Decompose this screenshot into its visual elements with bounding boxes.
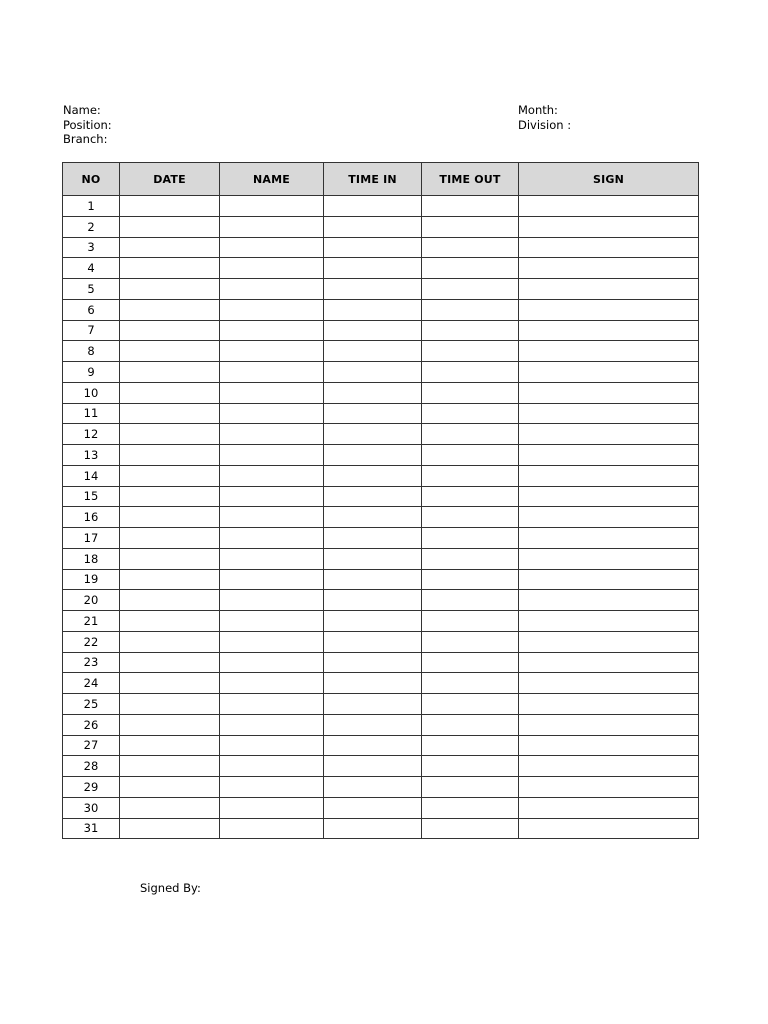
sign-cell[interactable]	[519, 797, 699, 818]
table-row	[63, 341, 699, 362]
sign-cell[interactable]	[519, 694, 699, 715]
table-row	[63, 756, 699, 777]
column-header-name: NAME	[220, 163, 324, 196]
name-cell[interactable]	[220, 299, 324, 320]
table-row	[63, 631, 699, 652]
table-row	[63, 818, 699, 839]
row-number-cell: 23	[63, 652, 120, 673]
sign-cell[interactable]	[519, 673, 699, 694]
time-in-cell[interactable]	[324, 797, 422, 818]
time-in-cell[interactable]	[324, 465, 422, 486]
table-row	[63, 507, 699, 528]
time-in-cell[interactable]	[324, 320, 422, 341]
name-cell[interactable]	[220, 714, 324, 735]
row-number-cell: 12	[63, 424, 120, 445]
date-cell[interactable]	[120, 486, 220, 507]
position-label: Position:	[63, 118, 112, 132]
row-number-cell: 2	[63, 216, 120, 237]
row-number-cell: 22	[63, 631, 120, 652]
name-cell[interactable]	[220, 652, 324, 673]
row-number-cell: 8	[63, 341, 120, 362]
time-out-cell[interactable]	[422, 631, 519, 652]
date-cell[interactable]	[120, 341, 220, 362]
time-out-cell[interactable]	[422, 818, 519, 839]
sign-cell[interactable]	[519, 528, 699, 549]
sign-cell[interactable]	[519, 237, 699, 258]
sign-cell[interactable]	[519, 424, 699, 445]
time-out-cell[interactable]	[422, 797, 519, 818]
sign-cell[interactable]	[519, 714, 699, 735]
time-in-cell[interactable]	[324, 756, 422, 777]
name-cell[interactable]	[220, 320, 324, 341]
name-cell[interactable]	[220, 445, 324, 466]
table-row	[63, 299, 699, 320]
time-out-cell[interactable]	[422, 465, 519, 486]
table-row	[63, 465, 699, 486]
column-header-no: NO	[63, 163, 120, 196]
row-number-cell: 14	[63, 465, 120, 486]
row-number-cell: 17	[63, 528, 120, 549]
sign-cell[interactable]	[519, 403, 699, 424]
date-cell[interactable]	[120, 714, 220, 735]
time-out-cell[interactable]	[422, 735, 519, 756]
time-out-cell[interactable]	[422, 694, 519, 715]
date-cell[interactable]	[120, 735, 220, 756]
time-out-cell[interactable]	[422, 507, 519, 528]
table-row	[63, 279, 699, 300]
date-cell[interactable]	[120, 258, 220, 279]
sign-cell[interactable]	[519, 341, 699, 362]
date-cell[interactable]	[120, 237, 220, 258]
time-out-cell[interactable]	[422, 590, 519, 611]
table-body	[63, 196, 699, 839]
time-in-cell[interactable]	[324, 403, 422, 424]
division-label: Division :	[518, 118, 572, 132]
sign-cell[interactable]	[519, 652, 699, 673]
table-row	[63, 528, 699, 549]
table-row	[63, 403, 699, 424]
time-in-cell[interactable]	[324, 362, 422, 383]
column-header-date: DATE	[120, 163, 220, 196]
row-number-cell: 7	[63, 320, 120, 341]
table-row	[63, 382, 699, 403]
date-cell[interactable]	[120, 694, 220, 715]
time-out-cell[interactable]	[422, 714, 519, 735]
time-in-cell[interactable]	[324, 196, 422, 217]
sign-cell[interactable]	[519, 507, 699, 528]
attendance-table	[62, 162, 699, 839]
row-number-cell: 13	[63, 445, 120, 466]
date-cell[interactable]	[120, 279, 220, 300]
name-cell[interactable]	[220, 507, 324, 528]
time-in-cell[interactable]	[324, 382, 422, 403]
column-header-time-out: TIME OUT	[422, 163, 519, 196]
time-out-cell[interactable]	[422, 362, 519, 383]
time-out-cell[interactable]	[422, 299, 519, 320]
row-number-cell: 15	[63, 486, 120, 507]
name-label: Name:	[63, 103, 101, 117]
table-row	[63, 362, 699, 383]
sign-cell[interactable]	[519, 486, 699, 507]
name-cell[interactable]	[220, 279, 324, 300]
row-number-cell: 21	[63, 611, 120, 632]
sign-cell[interactable]	[519, 590, 699, 611]
name-cell[interactable]	[220, 673, 324, 694]
name-cell[interactable]	[220, 777, 324, 798]
row-number-cell: 31	[63, 818, 120, 839]
date-cell[interactable]	[120, 548, 220, 569]
row-number-cell: 10	[63, 382, 120, 403]
name-cell[interactable]	[220, 548, 324, 569]
date-cell[interactable]	[120, 320, 220, 341]
name-cell[interactable]	[220, 403, 324, 424]
table-row	[63, 611, 699, 632]
sign-cell[interactable]	[519, 196, 699, 217]
table-row	[63, 735, 699, 756]
name-cell[interactable]	[220, 590, 324, 611]
sign-cell[interactable]	[519, 299, 699, 320]
name-cell[interactable]	[220, 694, 324, 715]
date-cell[interactable]	[120, 445, 220, 466]
row-number-cell: 27	[63, 735, 120, 756]
time-in-cell[interactable]	[324, 673, 422, 694]
table-row	[63, 196, 699, 217]
table-row	[63, 777, 699, 798]
table-row	[63, 237, 699, 258]
time-in-cell[interactable]	[324, 424, 422, 445]
table-row	[63, 569, 699, 590]
column-header-sign: SIGN	[519, 163, 699, 196]
table-row	[63, 590, 699, 611]
date-cell[interactable]	[120, 631, 220, 652]
row-number-cell: 4	[63, 258, 120, 279]
time-out-cell[interactable]	[422, 611, 519, 632]
sign-cell[interactable]	[519, 611, 699, 632]
name-cell[interactable]	[220, 216, 324, 237]
row-number-cell: 16	[63, 507, 120, 528]
time-out-cell[interactable]	[422, 382, 519, 403]
time-in-cell[interactable]	[324, 486, 422, 507]
time-in-cell[interactable]	[324, 735, 422, 756]
row-number-cell: 5	[63, 279, 120, 300]
time-out-cell[interactable]	[422, 486, 519, 507]
date-cell[interactable]	[120, 362, 220, 383]
table-row	[63, 673, 699, 694]
table-row	[63, 216, 699, 237]
date-cell[interactable]	[120, 777, 220, 798]
time-in-cell[interactable]	[324, 258, 422, 279]
date-cell[interactable]	[120, 465, 220, 486]
time-in-cell[interactable]	[324, 652, 422, 673]
date-cell[interactable]	[120, 216, 220, 237]
time-out-cell[interactable]	[422, 258, 519, 279]
table-row	[63, 797, 699, 818]
row-number-cell: 28	[63, 756, 120, 777]
row-number-cell: 18	[63, 548, 120, 569]
table-row	[63, 445, 699, 466]
sign-cell[interactable]	[519, 777, 699, 798]
row-number-cell: 20	[63, 590, 120, 611]
name-cell[interactable]	[220, 756, 324, 777]
sign-cell[interactable]	[519, 631, 699, 652]
table-row	[63, 548, 699, 569]
time-out-cell[interactable]	[422, 403, 519, 424]
row-number-cell: 6	[63, 299, 120, 320]
time-out-cell[interactable]	[422, 673, 519, 694]
sign-cell[interactable]	[519, 320, 699, 341]
name-cell[interactable]	[220, 528, 324, 549]
name-cell[interactable]	[220, 797, 324, 818]
date-cell[interactable]	[120, 673, 220, 694]
month-label: Month:	[518, 103, 558, 117]
sign-cell[interactable]	[519, 465, 699, 486]
date-cell[interactable]	[120, 403, 220, 424]
time-out-cell[interactable]	[422, 548, 519, 569]
table-row	[63, 714, 699, 735]
time-out-cell[interactable]	[422, 279, 519, 300]
sign-cell[interactable]	[519, 279, 699, 300]
time-in-cell[interactable]	[324, 528, 422, 549]
row-number-cell: 24	[63, 673, 120, 694]
time-in-cell[interactable]	[324, 590, 422, 611]
date-cell[interactable]	[120, 797, 220, 818]
date-cell[interactable]	[120, 196, 220, 217]
table-header-row	[63, 163, 699, 196]
time-out-cell[interactable]	[422, 756, 519, 777]
table-row	[63, 320, 699, 341]
date-cell[interactable]	[120, 756, 220, 777]
time-in-cell[interactable]	[324, 507, 422, 528]
row-number-cell: 11	[63, 403, 120, 424]
sign-cell[interactable]	[519, 382, 699, 403]
time-out-cell[interactable]	[422, 569, 519, 590]
name-cell[interactable]	[220, 569, 324, 590]
time-in-cell[interactable]	[324, 569, 422, 590]
table-row	[63, 652, 699, 673]
time-out-cell[interactable]	[422, 237, 519, 258]
sign-cell[interactable]	[519, 258, 699, 279]
name-cell[interactable]	[220, 237, 324, 258]
sign-cell[interactable]	[519, 756, 699, 777]
sign-cell[interactable]	[519, 445, 699, 466]
time-out-cell[interactable]	[422, 445, 519, 466]
sign-cell[interactable]	[519, 735, 699, 756]
time-out-cell[interactable]	[422, 196, 519, 217]
date-cell[interactable]	[120, 818, 220, 839]
row-number-cell: 26	[63, 714, 120, 735]
name-cell[interactable]	[220, 382, 324, 403]
date-cell[interactable]	[120, 611, 220, 632]
name-cell[interactable]	[220, 362, 324, 383]
name-cell[interactable]	[220, 486, 324, 507]
time-in-cell[interactable]	[324, 445, 422, 466]
sign-cell[interactable]	[519, 216, 699, 237]
time-in-cell[interactable]	[324, 818, 422, 839]
signed-by-label: Signed By:	[140, 881, 201, 895]
name-cell[interactable]	[220, 341, 324, 362]
row-number-cell: 9	[63, 362, 120, 383]
row-number-cell: 30	[63, 797, 120, 818]
date-cell[interactable]	[120, 652, 220, 673]
sign-cell[interactable]	[519, 818, 699, 839]
table-row	[63, 694, 699, 715]
name-cell[interactable]	[220, 735, 324, 756]
row-number-cell: 25	[63, 694, 120, 715]
time-out-cell[interactable]	[422, 320, 519, 341]
sign-cell[interactable]	[519, 569, 699, 590]
time-in-cell[interactable]	[324, 631, 422, 652]
time-out-cell[interactable]	[422, 777, 519, 798]
date-cell[interactable]	[120, 299, 220, 320]
date-cell[interactable]	[120, 424, 220, 445]
branch-label: Branch:	[63, 132, 108, 146]
row-number-cell: 1	[63, 196, 120, 217]
date-cell[interactable]	[120, 569, 220, 590]
name-cell[interactable]	[220, 818, 324, 839]
date-cell[interactable]	[120, 590, 220, 611]
time-in-cell[interactable]	[324, 777, 422, 798]
row-number-cell: 19	[63, 569, 120, 590]
table-row	[63, 486, 699, 507]
table-row	[63, 424, 699, 445]
column-header-time-in: TIME IN	[324, 163, 422, 196]
sign-cell[interactable]	[519, 362, 699, 383]
name-cell[interactable]	[220, 258, 324, 279]
time-in-cell[interactable]	[324, 611, 422, 632]
time-in-cell[interactable]	[324, 714, 422, 735]
time-in-cell[interactable]	[324, 694, 422, 715]
name-cell[interactable]	[220, 424, 324, 445]
name-cell[interactable]	[220, 631, 324, 652]
name-cell[interactable]	[220, 465, 324, 486]
time-in-cell[interactable]	[324, 299, 422, 320]
row-number-cell: 29	[63, 777, 120, 798]
time-out-cell[interactable]	[422, 528, 519, 549]
name-cell[interactable]	[220, 196, 324, 217]
time-in-cell[interactable]	[324, 216, 422, 237]
table-row	[63, 258, 699, 279]
time-out-cell[interactable]	[422, 216, 519, 237]
row-number-cell: 3	[63, 237, 120, 258]
time-in-cell[interactable]	[324, 279, 422, 300]
sign-cell[interactable]	[519, 548, 699, 569]
time-in-cell[interactable]	[324, 341, 422, 362]
time-out-cell[interactable]	[422, 652, 519, 673]
time-in-cell[interactable]	[324, 237, 422, 258]
date-cell[interactable]	[120, 382, 220, 403]
date-cell[interactable]	[120, 528, 220, 549]
time-in-cell[interactable]	[324, 548, 422, 569]
date-cell[interactable]	[120, 507, 220, 528]
time-out-cell[interactable]	[422, 341, 519, 362]
time-out-cell[interactable]	[422, 424, 519, 445]
name-cell[interactable]	[220, 611, 324, 632]
